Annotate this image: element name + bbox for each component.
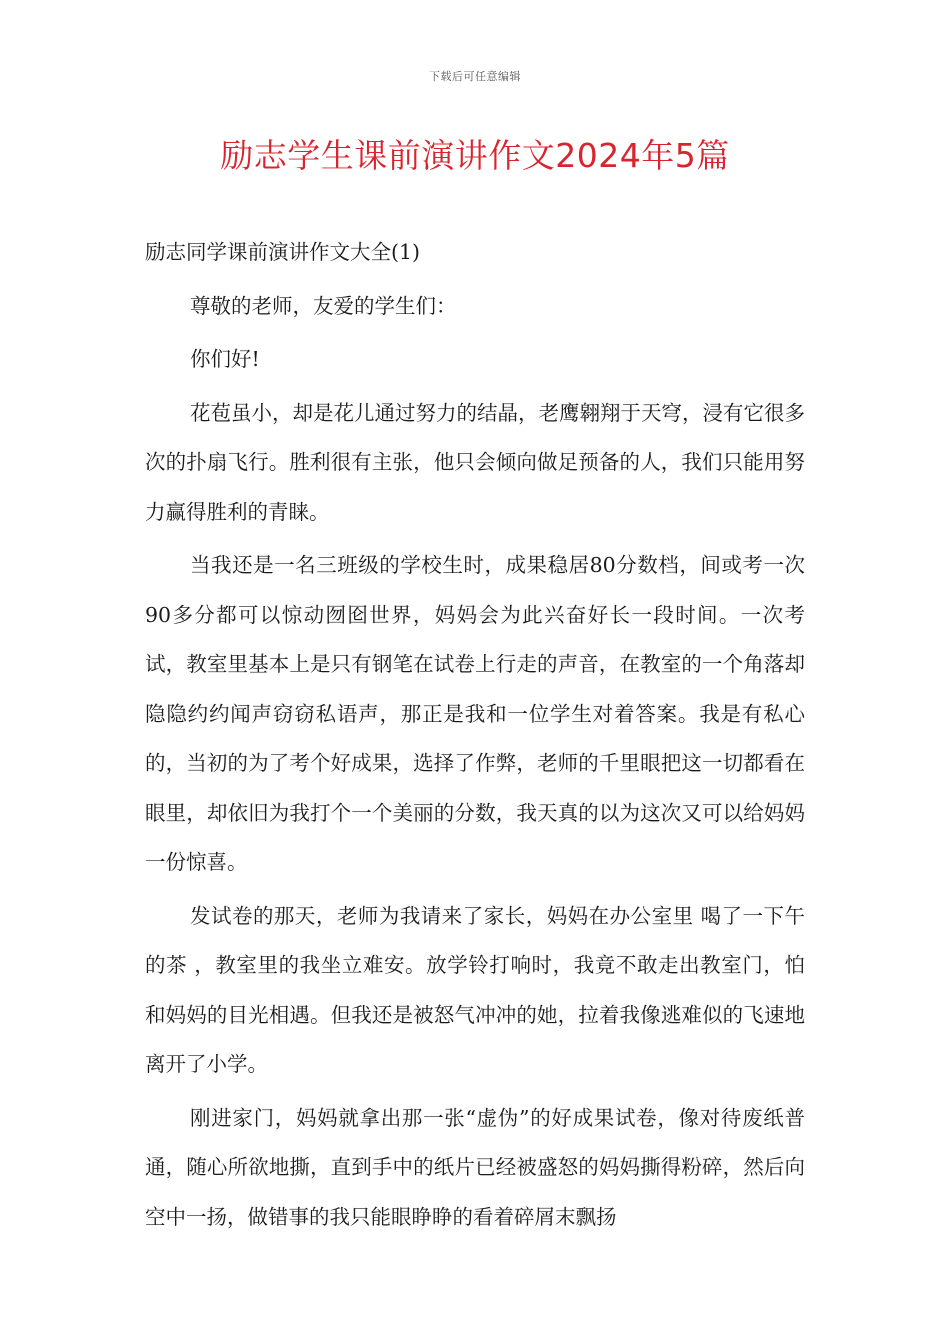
document-body [145,228,805,1246]
document-title: 励志学生课前演讲作文2024年5篇 [220,136,730,175]
section-heading: 励志同学课前演讲作文大全(1) [145,240,421,264]
paragraph-greeting: 尊敬的老师，友爱的学生们： [190,293,457,318]
paragraph: 花苞虽小，却是花儿通过努力的结晶，老鹰翱翔于天穹，浸有它很多次的扑扇飞行。胜利很有主张，他只会倾向做足预备的人，我们只能用努力赢得胜利的青睐。 [145,400,805,524]
paragraph: 刚进家门，妈妈就拿出那一张“虚伪”的好成果试卷，像对待废纸普通，随心所欲地撕，直到手中的纸片已经被盛怒的妈妈撕得粉碎，然后向空中一扬，做错事的我只能眼睁睁的看着碎屑末飘扬 [145,1105,805,1229]
paragraph-hello: 你们好! [190,347,260,371]
paragraph: 当我还是一名三班级的学校生时，成果稳居80分数档，间或考一次90多分都可以惊动囫囵世界，妈妈会为此兴奋好长一段时间。一次考试，教室里基本上是只有钢笔在试卷上行走的声音，在教室的一个角落却隐隐约约闻声窃窃私语声，那正是我和一位学生对着答案。我是有私心的，当初的为了考个好成果，选择了作弊，老师的千里眼把这一切都看在眼里，却依旧为我打个一个美丽的分数，我天真的以为这次又可以给妈妈一份惊喜。 [145,553,805,874]
paragraph: 发试卷的那天，老师为我请来了家长，妈妈在办公室里 喝了一下午的茶 ，教室里的我坐立难安。放学铃打响时，我竟不敢走出教室门，怕和妈妈的目光相遇。但我还是被怒气冲冲的她，拉着我像逃难似的飞速地离开了小学。 [145,903,805,1076]
header-note: 下载后可任意编辑 [429,70,521,83]
